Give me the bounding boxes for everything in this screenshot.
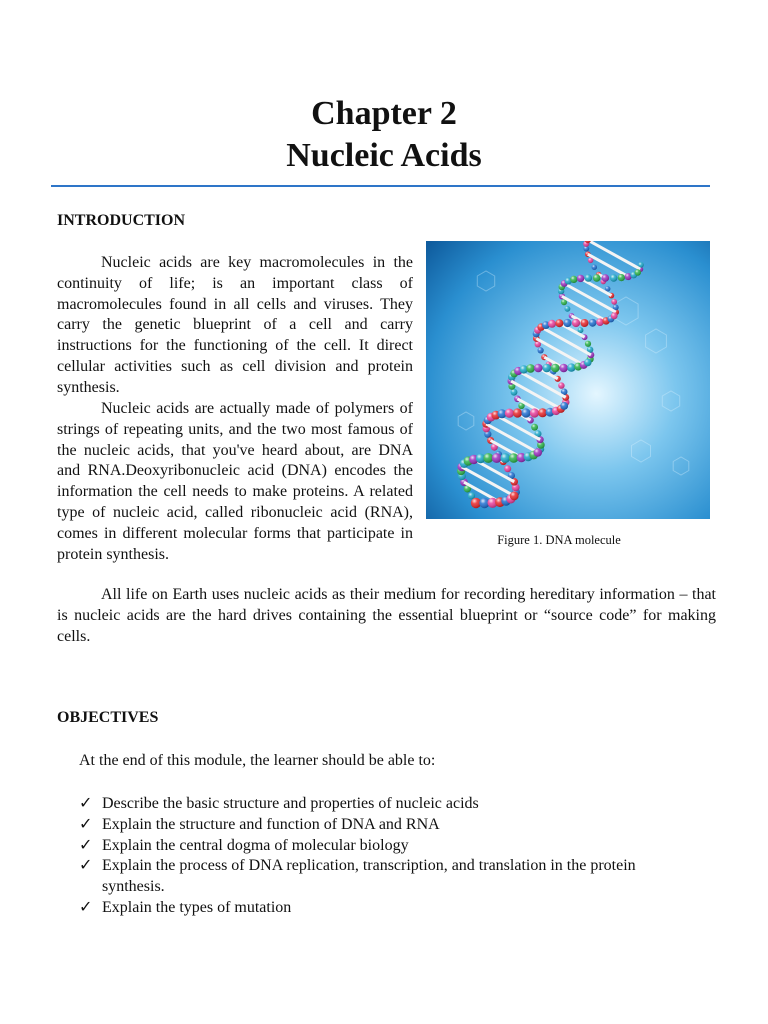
chapter-title: Nucleic Acids: [286, 137, 482, 174]
objective-text: Explain the process of DNA replication, transcription, and translation in the protein synthesis.: [102, 857, 636, 896]
objective-text: Describe the basic structure and properties of nucleic acids: [102, 795, 479, 812]
intro-paragraph-3: All life on Earth uses nucleic acids as their medium for recording hereditary information – that is nucleic acids are the hard drives containing the essential blueprint or “source code” for making cells.: [57, 586, 716, 645]
objectives-lead: At the end of this module, the learner should be able to:: [79, 752, 436, 769]
checkmark-icon: ✓: [79, 836, 93, 854]
atom-highlight: [611, 299, 617, 305]
atom-highlight: [492, 453, 502, 463]
checkmark-icon: ✓: [79, 795, 93, 812]
objective-item: [79, 836, 699, 857]
atom-highlight: [592, 265, 597, 270]
intro-paragraph-1: Nucleic acids are key macromolecules in the continuity of life; is an important class of macromolecules found in all cells and viruses. They carry the genetic blueprint of a cell and carry instructions for the functioning of the cell. It direct cellular activities such as cell division and protein synthesis.: [57, 254, 413, 396]
atom-highlight: [534, 448, 542, 456]
atom-highlight: [551, 364, 560, 373]
dna-molecule-image: [426, 241, 710, 519]
objective-item: [79, 815, 699, 836]
atom-highlight: [560, 402, 568, 410]
checkmark-icon: ✓: [79, 857, 93, 875]
atom-highlight: [526, 364, 535, 373]
atom-highlight: [559, 364, 568, 373]
objectives-list: [79, 794, 699, 919]
atom-highlight: [504, 465, 511, 472]
atom-highlight: [611, 313, 618, 320]
atom-highlight: [565, 306, 571, 312]
checkmark-icon: ✓: [79, 898, 93, 916]
atom-highlight: [605, 286, 610, 291]
atom-highlight: [538, 347, 544, 353]
atom-highlight: [593, 274, 601, 282]
atom-highlight: [577, 275, 584, 282]
atom-highlight: [558, 382, 564, 388]
atom-highlight: [511, 389, 518, 396]
atom-highlight: [570, 276, 577, 283]
atom-highlight: [563, 319, 571, 327]
atom-highlight: [589, 319, 597, 327]
objective-text: Explain the central dogma of molecular biology: [102, 836, 409, 854]
atom-highlight: [585, 341, 591, 347]
objective-item: [79, 898, 699, 919]
objective-text: Explain the types of mutation: [102, 898, 292, 916]
atom-highlight: [531, 424, 538, 431]
title-divider: [51, 185, 710, 187]
introduction-heading: INTRODUCTION: [57, 212, 186, 229]
atom-highlight: [534, 364, 543, 373]
atom-highlight: [572, 319, 580, 327]
atom-highlight: [581, 319, 589, 327]
dna-helix-illustration: [426, 241, 710, 519]
checkmark-icon: ✓: [79, 815, 93, 833]
objective-text: Explain the structure and function of DNA and RNA: [102, 815, 440, 833]
atom-highlight: [618, 274, 625, 281]
objectives-heading: OBJECTIVES: [57, 709, 159, 726]
intro-paragraph-2: Nucleic acids are actually made of polymers of strings of repeating units, and the two most famous of the nucleic acids, that you've heard about, are DNA and RNA.Deoxyribonucleic acid (DNA) encodes the information the cell needs to make proteins. A related type of nucleic acid, called ribonucleic acid (RNA), comes in different molecular forms that participate in protein synthesis.: [57, 400, 413, 563]
chapter-number: Chapter 2: [311, 95, 457, 132]
atom-highlight: [542, 364, 551, 373]
atom-highlight: [483, 453, 493, 463]
atom-highlight: [635, 269, 641, 275]
atom-highlight: [505, 409, 514, 418]
atom-highlight: [555, 319, 563, 327]
atom-highlight: [548, 320, 556, 328]
atom-highlight: [510, 492, 519, 501]
atom-highlight: [602, 274, 610, 282]
atom-highlight: [530, 408, 539, 417]
atom-highlight: [584, 359, 591, 366]
atom-highlight: [610, 274, 617, 281]
atom-highlight: [585, 274, 593, 282]
atom-highlight: [500, 453, 510, 463]
atom-highlight: [513, 408, 522, 417]
atom-highlight: [521, 408, 530, 417]
objective-item: [79, 794, 699, 815]
objective-item: [79, 856, 699, 898]
figure-caption: Figure 1. DNA molecule: [497, 533, 621, 547]
